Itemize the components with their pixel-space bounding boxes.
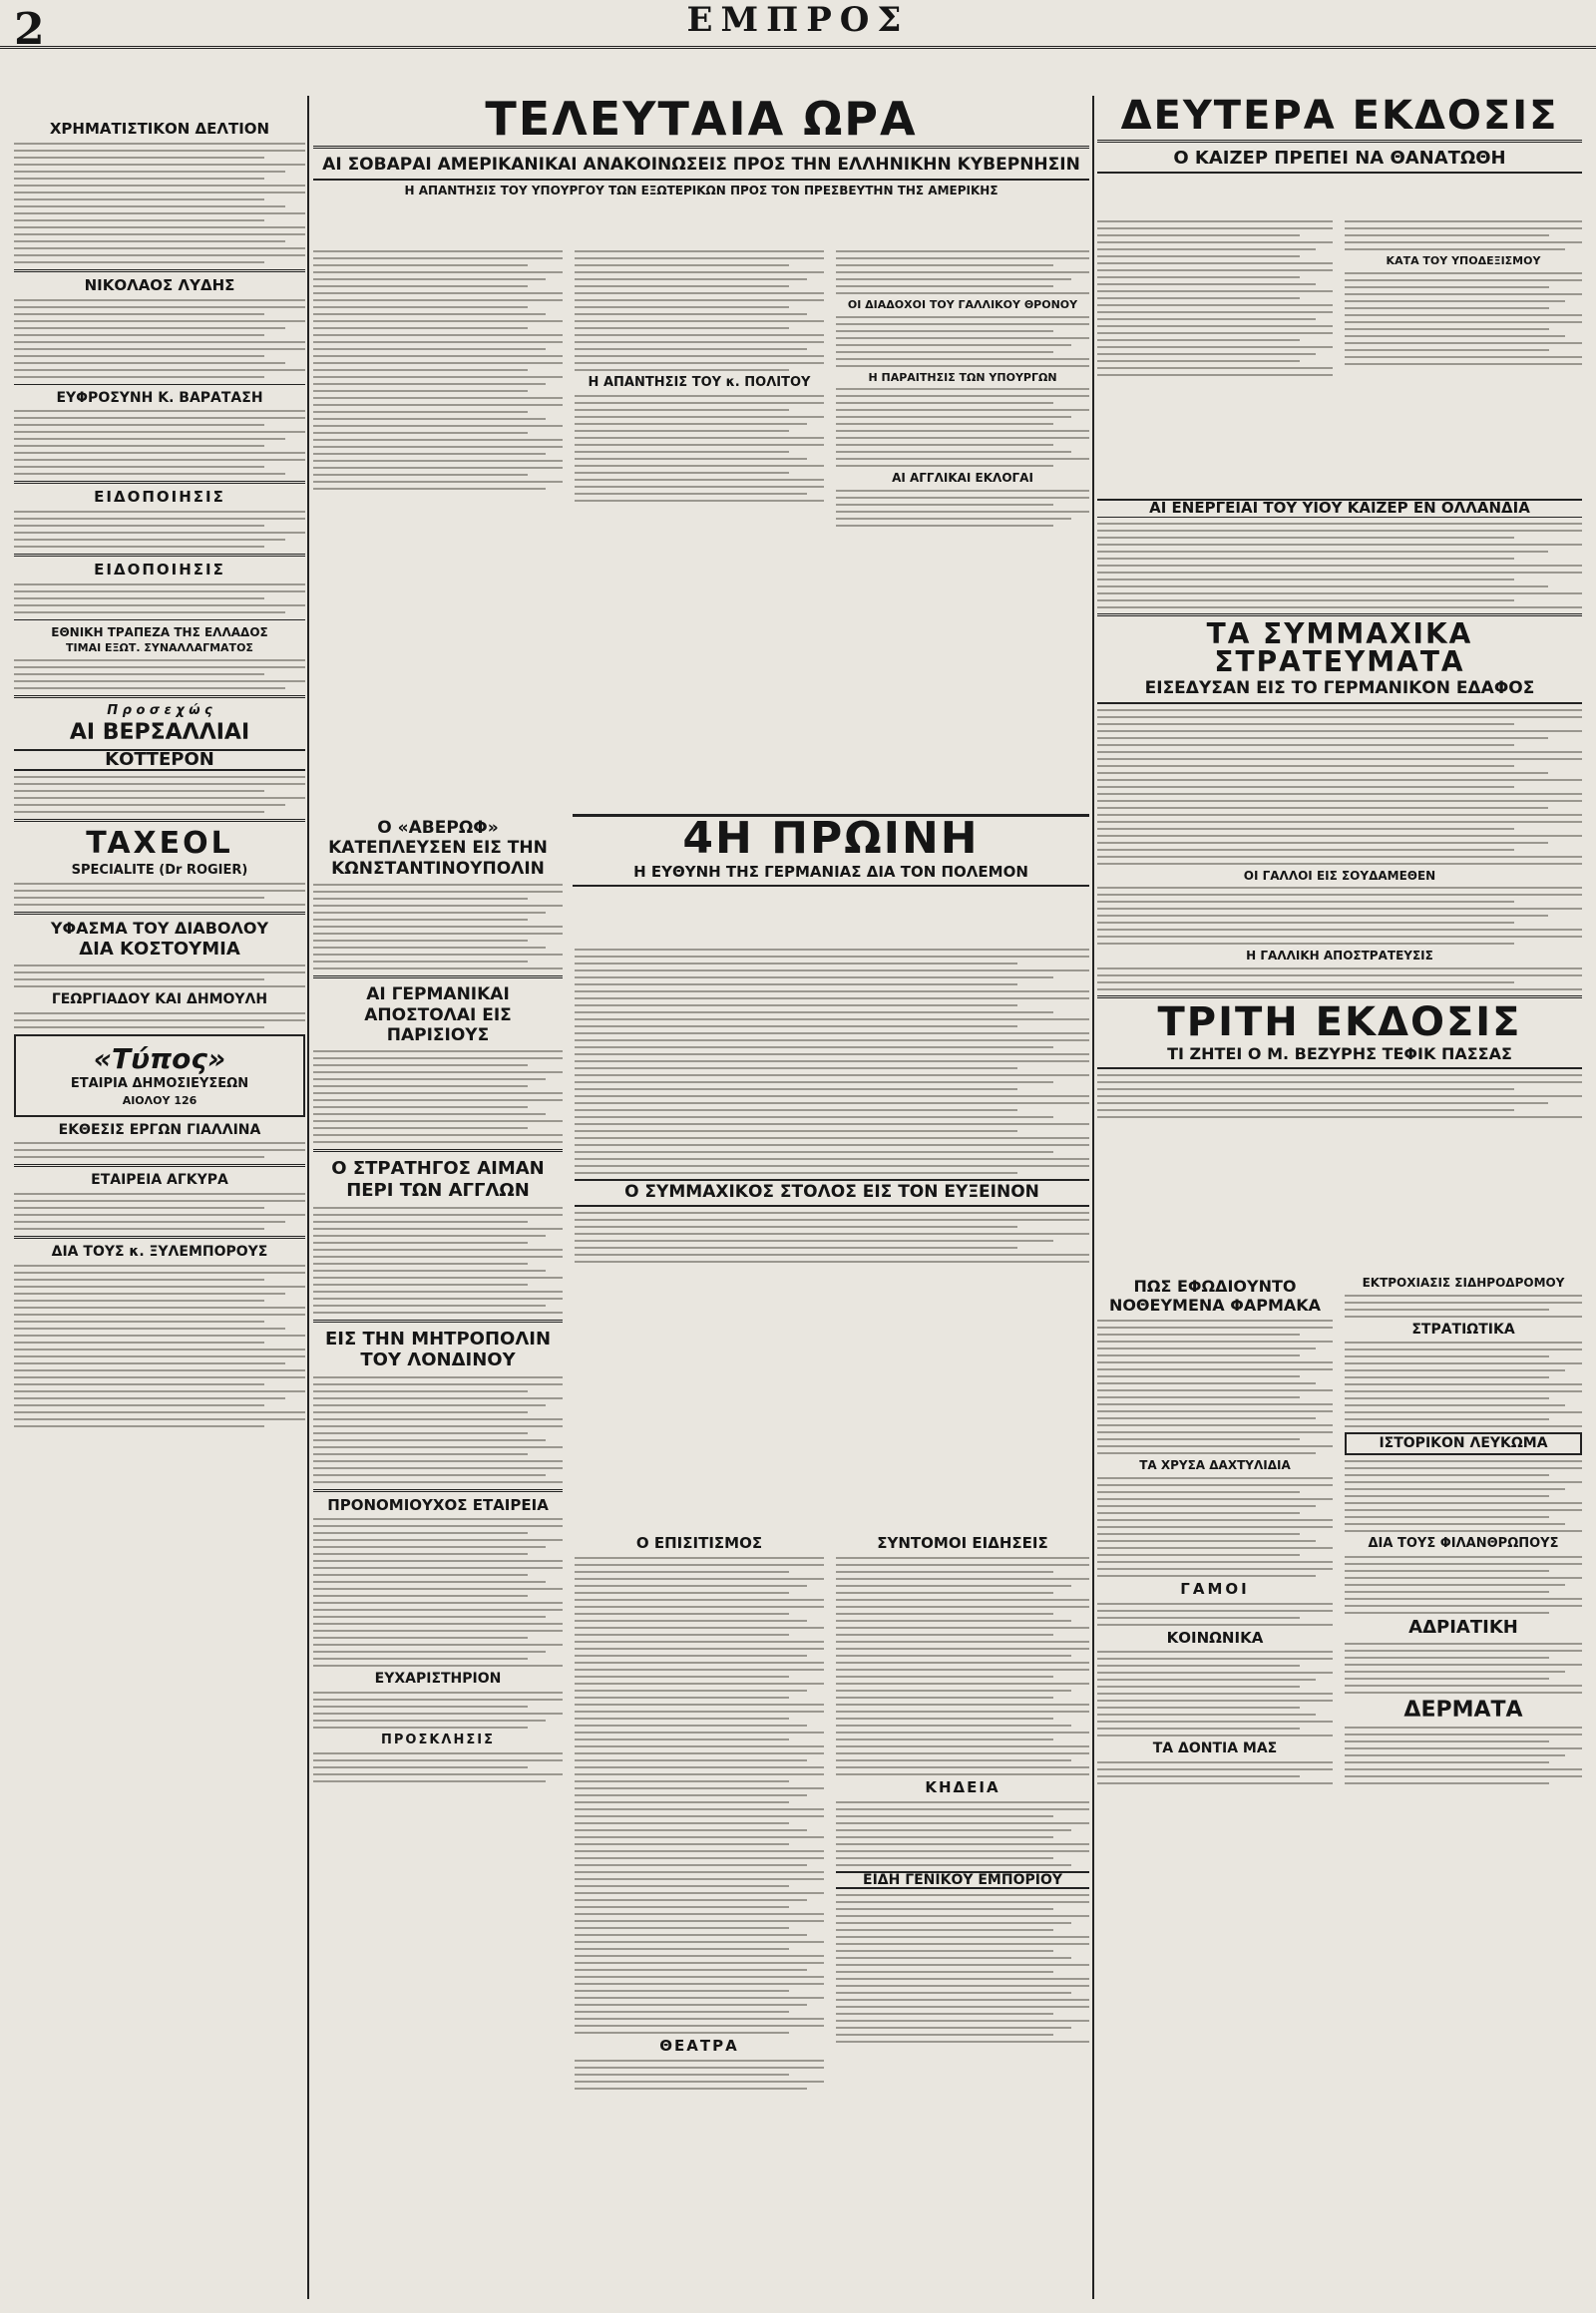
article-col (1345, 215, 1582, 370)
teeth-ad-heading: ΤΑ ΔΟΝΤΙΑ ΜΑΣ (1152, 1740, 1278, 1757)
column-right (1097, 96, 1582, 2299)
masthead-rule (0, 46, 1596, 49)
timber-merchants-ad: ΔΙΑ ΤΟΥΣ κ. ΞΥΛΕΜΠΟΡΟΥΣ (51, 1243, 268, 1260)
german-missions-heading: ΑΙ ΓΕΡΜΑΝΙΚΑΙ ΑΠΟΣΤΟΛΑΙ ΕΙΣ ΠΑΡΙΣΙΟΥΣ (364, 984, 512, 1045)
typos-logo: «Τύπος» (93, 1041, 226, 1075)
typos-company: ΕΤΑΙΡΙΑ ΔΗΜΟΣΙΕΥΣΕΩΝ (70, 1076, 249, 1092)
article-col (836, 245, 1089, 532)
privileged-company-heading: ΠΡΟΝΟΜΙΟΥΧΟΣ ΕΤΑΙΡΕΙΑ (327, 1495, 549, 1514)
text-block (14, 511, 305, 548)
subordination-heading: ΚΑΤΑ ΤΟΥ ΥΠΟΔΕΞΙΣΜΟΥ (1386, 254, 1541, 267)
gold-rings-heading: ΤΑ ΧΡΥΣΑ ΔΑΧΤΥΛΙΔΙΑ (1139, 1458, 1291, 1473)
fourth-morning-subtitle: Η ΕΥΘΥΝΗ ΤΗΣ ΓΕΡΜΑΝΙΑΣ ΔΙΑ ΤΟΝ ΠΟΛΕΜΟΝ (633, 863, 1028, 881)
column-divider (307, 96, 309, 2299)
kotteron-ad: ΚΟΤΤΕΡΟΝ (14, 749, 305, 772)
article-col (1097, 215, 1333, 381)
glass-exhibition-ad: ΕΚΘΕΣΙΣ ΕΡΓΩΝ ΓΙΑΛΛΙΝΑ (58, 1121, 261, 1138)
article-cols (575, 944, 1089, 1268)
kaiser-son-heading: ΑΙ ΕΝΕΡΓΕΙΑΙ ΤΟΥ ΥΙΟΥ ΚΑΙΖΕΡ ΕΝ ΟΛΛΑΝΔΙΑ (1097, 499, 1582, 518)
article-col (313, 245, 563, 495)
article-col (575, 245, 824, 507)
text-block (14, 1012, 305, 1028)
column-divider (1092, 96, 1094, 2299)
subheadline-american: ΑΙ ΣΟΒΑΡΑΙ ΑΜΕΡΙΚΑΝΙΚΑΙ ΑΝΑΚΟΙΝΩΣΕΙΣ ΠΡΟΣ ΤΗΝ ΕΛΛΗΝΙΚΗΝ ΚΥΒΕΡΝΗΣΙΝ (313, 153, 1089, 181)
invitation-heading: ΠΡΟΣΚΛΗΣΙΣ (381, 1733, 495, 1748)
notice-heading: ΕΙΔΟΠΟΙΗΣΙΣ (94, 488, 225, 507)
politis-heading: Η ΑΠΑΝΤΗΣΙΣ ΤΟΥ κ. ΠΟΛΙΤΟΥ (588, 375, 811, 390)
column-center (313, 96, 1089, 2299)
metropolis-heading: ΕΙΣ ΤΗΝ ΜΗΤΡΟΠΟΛΙΝ ΤΟΥ ΛΟΝΔΙΝΟΥ (324, 1328, 552, 1371)
military-heading: ΣΤΡΑΤΙΩΤΙΚΑ (1411, 1321, 1515, 1338)
provisioning-heading: Ο ΕΠΙΣΙΤΙΣΜΟΣ (635, 1534, 763, 1552)
georgiadou-ad: ΓΕΩΡΓΙΑΔΟΥ ΚΑΙ ΔΗΜΟΥΛΗ (51, 991, 268, 1008)
text-block (14, 964, 305, 987)
specialite-line: SPECIALITE (Dr ROGIER) (71, 862, 248, 878)
rates-table (14, 659, 305, 689)
vezyris-heading: ΤΙ ΖΗΤΕΙ Ο Μ. ΒΕΖΥΡΗΣ ΤΕΦΙΚ ΠΑΣΣΑΣ (1097, 1046, 1582, 1069)
typos-address: ΑΙΟΛΟΥ 126 (122, 1094, 198, 1107)
taxeol-ad: TAXEOL (86, 826, 233, 862)
fourth-morning-title: 4Η ΠΡΩΙΝΗ (682, 813, 980, 864)
second-edition-headline: ΔΕΥΤΕΡΑ ΕΚΔΟΣΙΣ (1097, 96, 1582, 143)
general-trade-heading: ΕΙΔΗ ΓΕΝΙΚΟΥ ΕΜΠΟΡΙΟΥ (836, 1871, 1089, 1890)
kaiser-heading: Ο ΚΑΙΖΕΡ ΠΡΕΠΕΙ ΝΑ ΘΑΝΑΤΩΘΗ (1097, 147, 1582, 174)
derailment-heading: ΕΚΤΡΟΧΙΑΣΙΣ ΣΙΔΗΡΟΔΡΟΜΟΥ (1362, 1276, 1565, 1290)
page-number: 2 (14, 4, 45, 55)
text-block (14, 410, 305, 475)
english-elections-heading: ΑΙ ΑΓΓΛΙΚΑΙ ΕΚΛΟΓΑΙ (892, 471, 1033, 486)
gallic-throne-heading: ΟΙ ΔΙΑΔΟΧΟΙ ΤΟΥ ΓΑΛΛΙΚΟΥ ΘΡΟΝΟΥ (847, 298, 1078, 311)
allied-armies-heading: ΤΑ ΣΥΜΜΑΧΙΚΑ ΣΤΡΑΤΕΥΜΑΤΑ (1097, 613, 1582, 676)
society-heading: ΚΟΙΝΩΝΙΚΑ (1166, 1628, 1264, 1647)
notice-heading: ΕΙΔΟΠΟΙΗΣΙΣ (94, 560, 225, 578)
masthead (0, 0, 1596, 96)
text-block (14, 143, 305, 263)
article-col (1345, 1273, 1582, 1789)
article-col (836, 1532, 1089, 2048)
text-block (14, 1265, 305, 1427)
exchange-rates-heading: ΤΙΜΑΙ ΕΞΩΤ. ΣΥΝΑΛΛΑΓΜΑΤΟΣ (66, 641, 253, 655)
subheadline-reply: Η ΑΠΑΝΤΗΣΙΣ ΤΟΥ ΥΠΟΥΡΓΟΥ ΤΩΝ ΕΞΩΤΕΡΙΚΩΝ ΠΡΟΣ ΤΟΝ ΠΡΕΣΒΕΥΤΗΝ ΤΗΣ ΑΜΕΡΙΚΗΣ (404, 183, 998, 197)
headline-last-hour: ΤΕΛΕΥΤΑΙΑ ΩΡΑ (313, 96, 1089, 149)
weddings-heading: ΓΑΜΟΙ (1180, 1579, 1250, 1598)
demobilization-heading: Η ΓΑΛΛΙΚΗ ΑΠΟΣΤΡΑΤΕΥΣΙΣ (1246, 949, 1433, 964)
agkyra-ad: ΕΤΑΙΡΕΙΑ ΑΓΚΥΡΑ (91, 1172, 228, 1189)
third-edition-headline: ΤΡΙΤΗ ΕΚΔΟΣΙΣ (1097, 995, 1582, 1042)
versailles-kicker: Π ρ ο σ ε χ ώ ς (107, 702, 212, 718)
fourth-morning-banner (573, 814, 1089, 887)
versailles-ad: ΑΙ ΒΕΡΣΑΛΛΙΑΙ (69, 720, 250, 746)
text-block (14, 1142, 305, 1158)
financial-bulletin-title: ΧΡΗΜΑΤΙΣΤΙΚΟΝ ΔΕΛΤΙΟΝ (49, 120, 270, 138)
counterfeit-drugs-heading: ΠΩΣ ΕΦΩΔΙΟΥΝΤΟ ΝΟΘΕΥΜΕΝΑ ΦΑΡΜΑΚΑ (1108, 1277, 1322, 1316)
funeral-heading: ΚΗΔΕΙΑ (925, 1777, 1000, 1796)
notice-nikolaos-lydis: ΝΙΚΟΛΑΟΣ ΛΥΔΗΣ (84, 275, 235, 294)
text-block (14, 1193, 305, 1230)
fabric-ad: ΥΦΑΣΜΑ ΤΟΥ ΔΙΑΒΟΛΟΥ (50, 918, 269, 938)
article-col (1097, 1273, 1333, 1789)
notice-evfrosyni: ΕΥΦΡΟΣΥΝΗ Κ. ΒΑΡΑΤΑΣΗ (56, 389, 263, 406)
typos-ad (14, 1034, 305, 1117)
article-row (1097, 495, 1582, 1123)
article-col (313, 814, 563, 1787)
national-bank-heading: ΕΘΝΙΚΗ ΤΡΑΠΕΖΑ ΤΗΣ ΕΛΛΑΔΟΣ (51, 624, 268, 639)
philanthropists-heading: ΔΙΑ ΤΟΥΣ ΦΙΛΑΝΘΡΩΠΟΥΣ (1368, 1535, 1559, 1551)
article-col (575, 1532, 824, 2095)
aiman-heading: Ο ΣΤΡΑΤΗΓΟΣ ΑΙΜΑΝ ΠΕΡΙ ΤΩΝ ΑΓΓΛΩΝ (331, 1158, 545, 1201)
thanks-heading: ΕΥΧΑΡΙΣΤΗΡΙΟΝ (374, 1671, 502, 1688)
column-left (14, 118, 305, 2299)
leather-heading: ΔΕΡΜΑΤΑ (1403, 1697, 1523, 1723)
theatres-heading: ΘΕΑΤΡΑ (659, 2036, 739, 2055)
allied-fleet-heading: Ο ΣΥΜΜΑΧΙΚΟΣ ΣΤΟΛΟΣ ΕΙΣ ΤΟΝ ΕΥΞΕΙΝΟΝ (575, 1179, 1089, 1207)
resignation-heading: Η ΠΑΡΑΙΤΗΣΙΣ ΤΩΝ ΥΠΟΥΡΓΩΝ (868, 370, 1057, 384)
entered-german-soil-heading: ΕΙΣΕΔΥΣΑΝ ΕΙΣ ΤΟ ΓΕΡΜΑΝΙΚΟΝ ΕΔΑΦΟΣ (1097, 680, 1582, 704)
adriatic-heading: ΑΔΡΙΑΤΙΚΗ (1408, 1616, 1518, 1638)
suits-ad: ΔΙΑ ΚΟΣΤΟΥΜΙΑ (79, 939, 240, 961)
text-block (14, 583, 305, 613)
text-block (14, 299, 305, 378)
text-block (14, 776, 305, 813)
averof-heading: Ο «ΑΒΕΡΩΦ» ΚΑΤΕΠΛΕΥΣΕΝ ΕΙΣ ΤΗΝ ΚΩΝΣΤΑΝΤΙΝΟΥΠΟΛΙΝ (328, 818, 548, 879)
historical-album-heading: ΙΣΤΟΡΙΚΟΝ ΛΕΥΚΩΜΑ (1345, 1432, 1582, 1455)
text-block (14, 883, 305, 906)
french-heading: ΟΙ ΓΑΛΛΟΙ ΕΙΣ ΣΟΥΔΑΜΕΘΕΝ (1243, 868, 1436, 883)
newspaper-title: ΕΜΠΡΟΣ (686, 0, 910, 40)
brief-news-heading: ΣΥΝΤΟΜΟΙ ΕΙΔΗΣΕΙΣ (877, 1534, 1048, 1552)
